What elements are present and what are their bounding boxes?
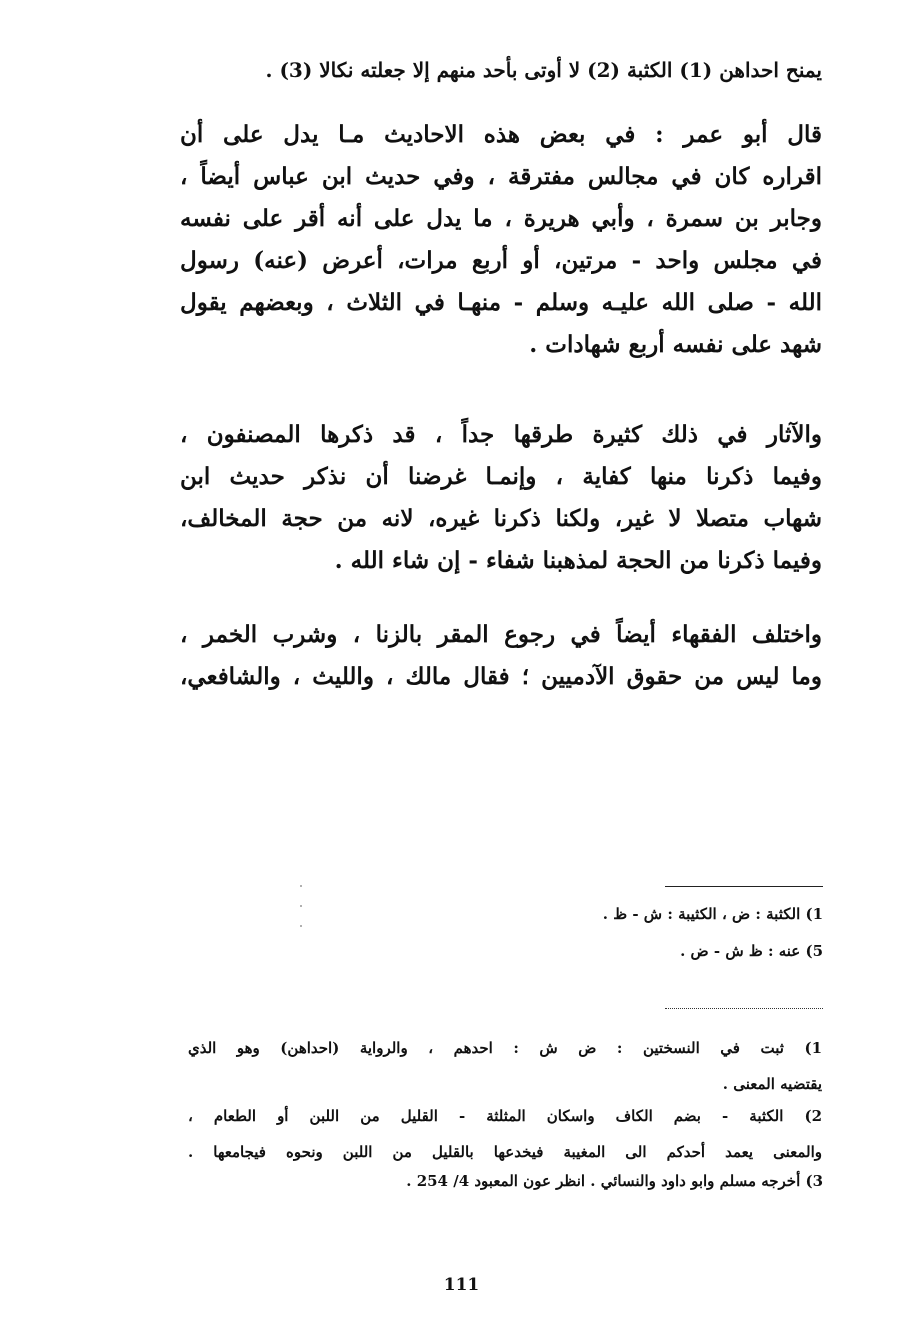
paragraph-1	[180, 114, 822, 366]
text-line: وجابر بن سمرة ، وأبي هريرة ، ما يدل على أنه أقر على نفسه	[180, 205, 822, 232]
text-line: شهد على نفسه أربع شهادات .	[529, 331, 822, 358]
text-line: اقراره كان في مجالس مفترقة ، وفي حديث ابن عباس أيضاً ،	[180, 163, 822, 190]
continuation-line: يمنح احداهن (1) الكثبة (2) لا أوتى بأحد منهم إلا جعلته نكالا (3) .	[265, 58, 822, 82]
footnote-line: 2) الكثبة - بضم الكاف واسكان المثلثة - القليل من اللبن أو الطعام ،	[188, 1107, 822, 1125]
commentary-footnote-3: 3) أخرجه مسلم وابو داود والنسائي . انظر عون المعبود 4/ 254 .	[406, 1172, 823, 1190]
variant-footnote-2: 5) عنه : ظ ش - ض .	[680, 942, 823, 960]
text-line: وما ليس من حقوق الآدميين ؛ فقال مالك ، والليث ، والشافعي،	[180, 663, 822, 690]
variant-footnote-1: 1) الكثبة : ض ، الكثيبة : ش - ظ .	[602, 905, 823, 923]
footnote-line: يقتضيه المعنى .	[722, 1075, 822, 1093]
text-line: وفيما ذكرنا من الحجة لمذهبنا شفاء - إن شاء الله .	[334, 547, 822, 574]
paragraph-3	[180, 614, 822, 698]
page-number: 111	[443, 1275, 480, 1295]
print-speck	[300, 885, 302, 887]
footnote-line: 1) ثبت في النسختين : ض ش : احدهم ، والرواية (احداهن) وهو الذي	[188, 1039, 822, 1057]
print-speck	[300, 925, 302, 927]
text-line: في مجلس واحد - مرتين، أو أربع مرات، أعرض (عنه) رسول	[180, 247, 822, 274]
commentary-footnote-1	[188, 1030, 822, 1102]
commentary-footnote-2	[188, 1098, 822, 1170]
paragraph-2	[180, 414, 822, 582]
text-line: قال أبو عمر : في بعض هذه الاحاديث مـا يدل على أن	[180, 121, 822, 148]
text-line: والآثار في ذلك كثيرة طرقها جداً ، قد ذكرها المصنفون ،	[180, 421, 822, 448]
footnote-divider-dotted	[665, 1008, 823, 1009]
footnote-line: والمعنى يعمد أحدكم الى المغيبة فيخدعها بالقليل من اللبن ونحوه فيجامعها .	[188, 1143, 822, 1161]
text-line: شهاب متصلا لا غير، ولكنا ذكرنا غيره، لانه من حجة المخالف،	[180, 505, 822, 532]
text-line: واختلف الفقهاء أيضاً في رجوع المقر بالزنا ، وشرب الخمر ،	[180, 621, 822, 648]
text-line: الله - صلى الله عليـه وسلم - منهـا في الثلاث ، وبعضهم يقول	[180, 289, 822, 316]
text-line: وفيما ذكرنا منها كفاية ، وإنمـا غرضنا أن نذكر حديث ابن	[180, 463, 822, 490]
footnote-divider	[665, 886, 823, 887]
print-speck	[300, 905, 302, 907]
